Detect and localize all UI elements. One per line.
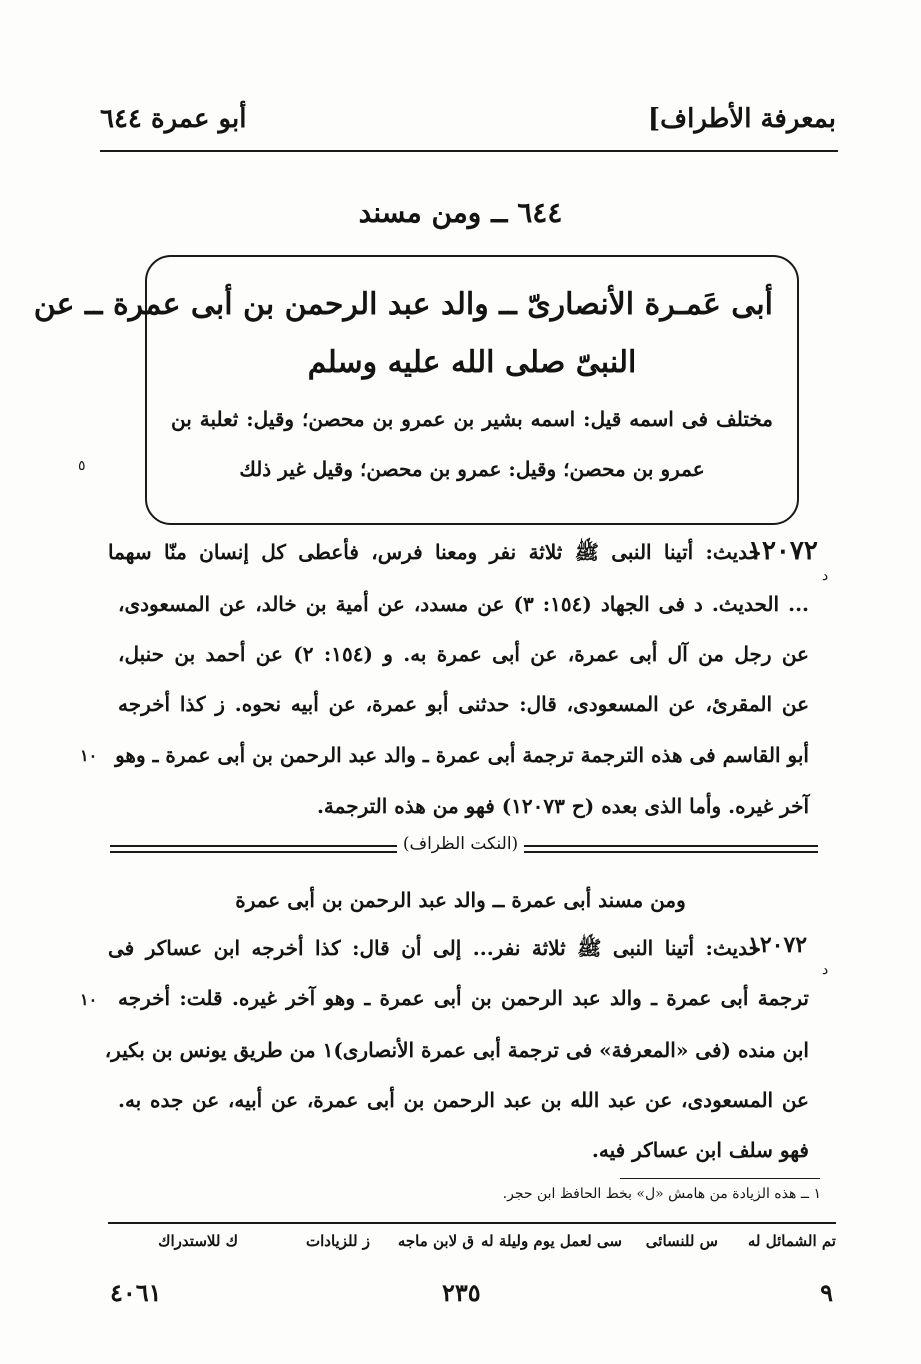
entry2-source-mark: د xyxy=(822,962,829,978)
header-rule xyxy=(100,150,838,152)
entry2-line-4: عن المسعودى، عن عبد الله بن عبد الرحمن بن أبى عمرة، عن أبيه، عن جده به. xyxy=(118,1088,809,1112)
entry2-line-1: حديث: أتينا النبى ﷺ ثلاثة نفر... إلى أن قال: كذا أخرجه ابن عساكر فى xyxy=(108,936,761,960)
legend-item-amal-yawm: سى لعمل يوم وليلة له xyxy=(481,1232,622,1250)
legend-item-ibn-majah: ق لابن ماجه xyxy=(397,1232,474,1250)
entry2-line-5: فهو سلف ابن عساكر فيه. xyxy=(591,1138,809,1162)
line-number-marker-2: ١٠ xyxy=(80,990,98,1009)
footnote-rule xyxy=(620,1178,820,1179)
legend-item-istidrak: ك للاستدراك xyxy=(158,1232,238,1250)
entry1-line-3: عن رجل من آل أبى عمرة، عن أبى عمرة به. و (١٥٤: ٢) عن أحمد بن حنبل، xyxy=(118,642,809,666)
box-line-2: النبىّ صلى الله عليه وسلم xyxy=(307,345,637,380)
legend-item-nasai: س للنسائى xyxy=(645,1232,718,1250)
hadith-number-2: ١٢٠٧٢ xyxy=(748,932,808,958)
separator-label-text: (النكت الظراف) xyxy=(397,834,524,854)
entry1-line-6: آخر غيره. وأما الذى بعده (ح ١٢٠٧٣) فهو من هذه الترجمة. xyxy=(316,794,809,818)
legend-item-ziyadat: ز للزيادات xyxy=(306,1232,370,1250)
margin-mark: ٥ xyxy=(78,458,86,474)
entry1-line-5: أبو القاسم فى هذه الترجمة ترجمة أبى عمرة ـ والد عبد الرحمن بن أبى عمرة ـ وهو xyxy=(115,743,809,767)
footnote: ١ ــ هذه الزيادة من هامش «ل» بخط الحافظ ابن حجر. xyxy=(502,1186,821,1202)
box-line-4: عمرو بن محصن؛ وقيل: عمرو بن محصن؛ وقيل غير ذلك xyxy=(239,457,705,481)
page-header xyxy=(100,104,836,148)
footer-right-number: ٩ xyxy=(820,1278,833,1307)
line-number-marker-1: ١٠ xyxy=(80,746,98,765)
box-line-3: مختلف فى اسمه قيل: اسمه بشير بن عمرو بن محصن؛ وقيل: ثعلبة بن xyxy=(171,407,773,431)
legend-item-shamail: تم الشمائل له xyxy=(747,1232,836,1250)
running-head-left: أبو عمرة ٦٤٤ xyxy=(100,104,247,134)
musnad-heading-box xyxy=(33,255,799,525)
footer-left-number: ٤٠٦١ xyxy=(110,1278,162,1307)
hadith-number-1: ١٢٠٧٢ xyxy=(748,536,818,566)
entry2-line-2: ترجمة أبى عمرة ـ والد عبد الرحمن بن أبى عمرة ـ وهو آخر غيره. قلت: أخرجه xyxy=(118,986,810,1010)
legend-rule xyxy=(108,1222,836,1224)
entry1-line-4: عن المقرئ، عن المسعودى، قال: حدثنى أبو عمرة، عن أبيه نحوه. ز كذا أخرجه xyxy=(118,692,809,716)
page-number: ٢٣٥ xyxy=(442,1278,481,1307)
entry2-line-3: ابن منده (فى «المعرفة» فى ترجمة أبى عمرة الأنصارى)١ من طريق يونس بن بكير، xyxy=(104,1038,809,1062)
entry1-line-2: ... الحديث. د فى الجهاد (١٥٤: ٣) عن مسدد، عن أمية بن خالد، عن المسعودى، xyxy=(118,592,809,616)
entry2-heading: ومن مسند أبى عمرة ــ والد عبد الرحمن بن أبى عمرة xyxy=(235,888,686,912)
abbreviation-legend xyxy=(108,1232,836,1262)
section-title: ٦٤٤ ــ ومن مسند xyxy=(358,196,563,229)
running-head-right: بمعرفة الأطراف] xyxy=(647,104,836,134)
separator-label xyxy=(0,834,921,854)
box-line-1: أبى عَمـرة الأنصارىّ ــ والد عبد الرحمن بن أبى عمرة ــ عن xyxy=(33,287,773,322)
entry1-line-1: حديث: أتينا النبى ﷺ ثلاثة نفر ومعنا فرس، فأعطى كل إنسان منّا سهما xyxy=(108,540,761,564)
entry1-source-mark: د xyxy=(822,568,829,584)
